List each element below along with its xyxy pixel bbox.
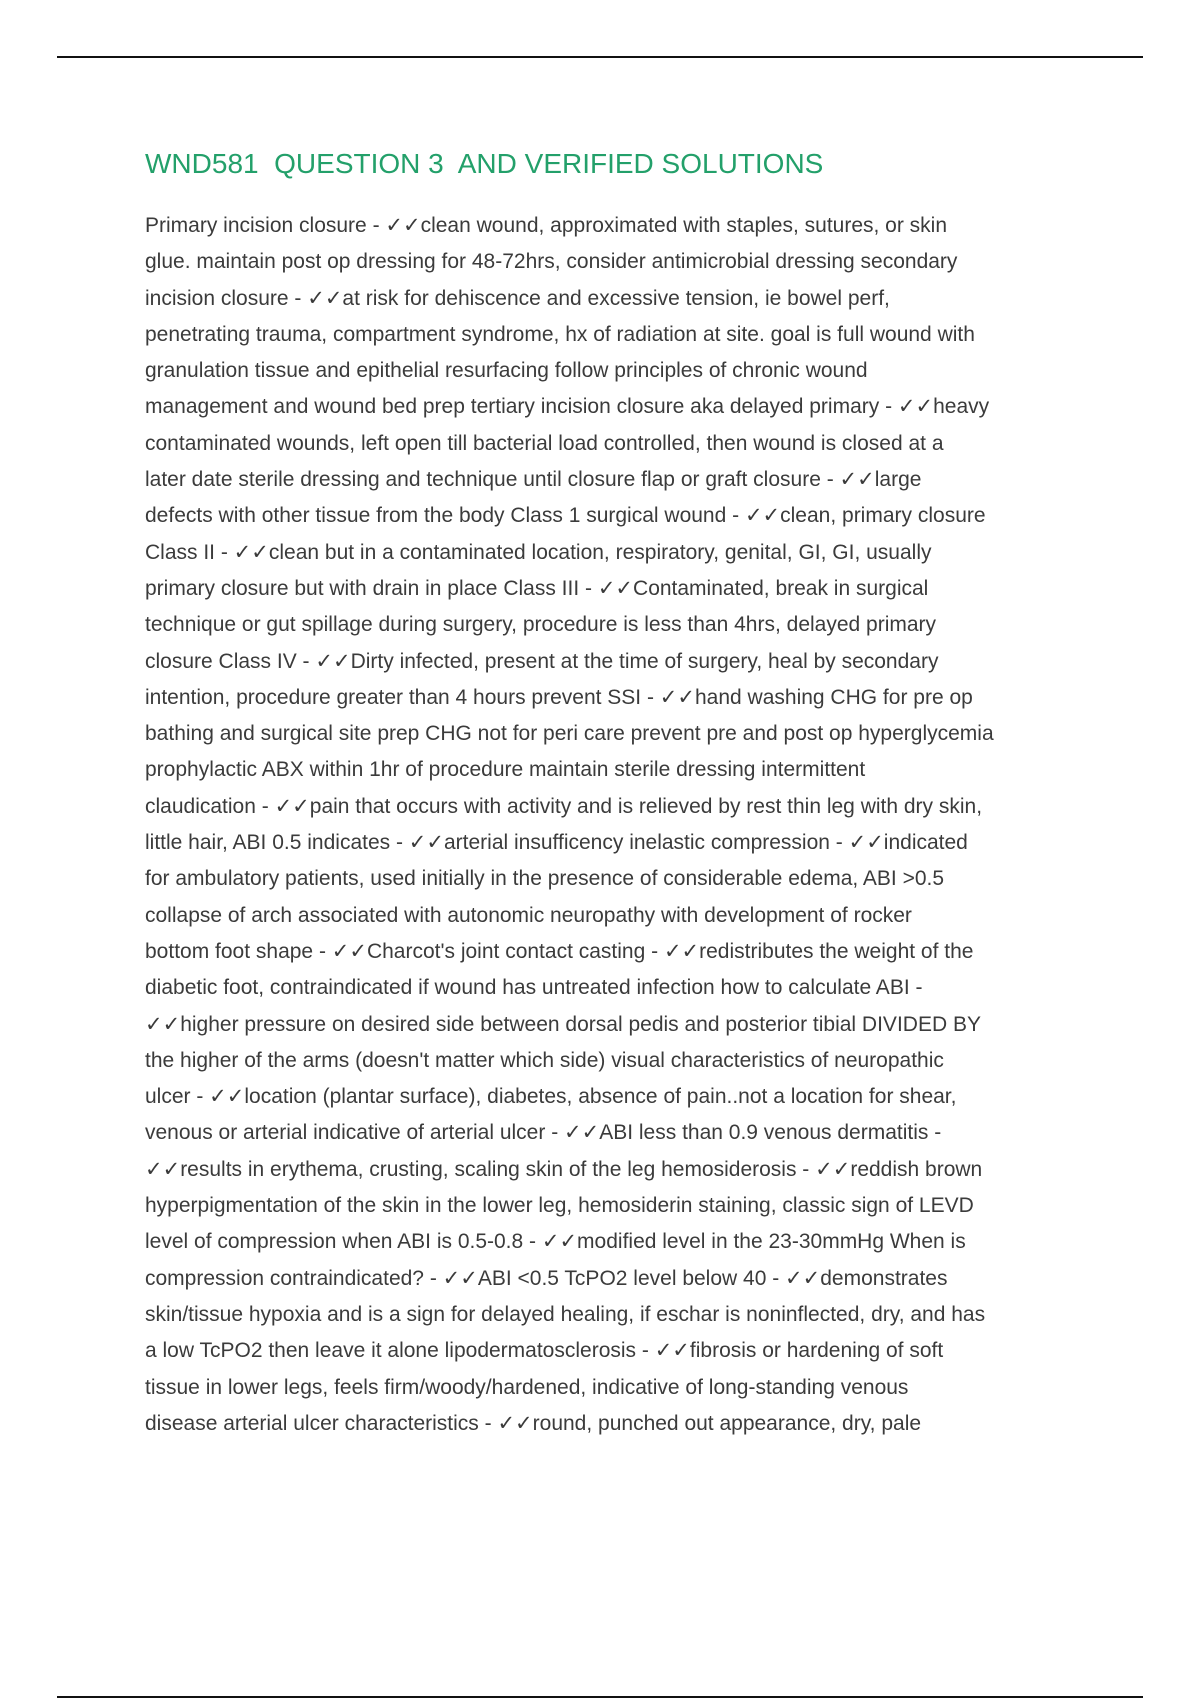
body-text-line: venous or arterial indicative of arterial ulcer - ✓✓ABI less than 0.9 venous dermatitis - — [145, 1121, 942, 1145]
document-body — [145, 208, 1090, 1442]
body-text-line: skin/tissue hypoxia and is a sign for delayed healing, if eschar is noninflected, dry, and has — [145, 1302, 986, 1326]
body-text-line: little hair, ABI 0.5 indicates - ✓✓arterial insufficency inelastic compression - ✓✓indicated — [145, 831, 968, 855]
body-text-line: claudication - ✓✓pain that occurs with activity and is relieved by rest thin leg with dry skin, — [145, 794, 983, 818]
body-text-line: tissue in lower legs, feels firm/woody/hardened, indicative of long-standing venous — [145, 1375, 909, 1399]
body-text-line: management and wound bed prep tertiary incision closure aka delayed primary - ✓✓heavy — [145, 395, 990, 419]
top-rule — [57, 56, 1143, 58]
body-text-line: penetrating trauma, compartment syndrome, hx of radiation at site. goal is full wound with — [145, 322, 975, 346]
body-text-line: bottom foot shape - ✓✓Charcot's joint contact casting - ✓✓redistributes the weight of the — [145, 939, 974, 963]
body-text-line: disease arterial ulcer characteristics - ✓✓round, punched out appearance, dry, pale — [145, 1411, 922, 1435]
body-text-line: closure Class IV - ✓✓Dirty infected, present at the time of surgery, heal by secondary — [145, 649, 939, 673]
body-text-line: the higher of the arms (doesn't matter which side) visual characteristics of neuropathic — [145, 1048, 944, 1072]
body-text-line: granulation tissue and epithelial resurfacing follow principles of chronic wound — [145, 359, 868, 383]
body-text-line: hyperpigmentation of the skin in the lower leg, hemosiderin staining, classic sign of LEVD — [145, 1194, 974, 1218]
body-text-line: collapse of arch associated with autonomic neuropathy with development of rocker — [145, 903, 912, 927]
body-text-line: intention, procedure greater than 4 hours prevent SSI - ✓✓hand washing CHG for pre op — [145, 685, 973, 709]
body-text-line: technique or gut spillage during surgery, procedure is less than 4hrs, delayed primary — [145, 613, 937, 637]
body-text-line: later date sterile dressing and technique until closure flap or graft closure - ✓✓large — [145, 468, 922, 492]
body-text-line: a low TcPO2 then leave it alone lipodermatosclerosis - ✓✓fibrosis or hardening of soft — [145, 1339, 944, 1363]
body-text-line: incision closure - ✓✓at risk for dehiscence and excessive tension, ie bowel perf, — [145, 286, 890, 310]
body-text-line: level of compression when ABI is 0.5-0.8 - ✓✓modified level in the 23-30mmHg When is — [145, 1230, 966, 1254]
body-text-line: Primary incision closure - ✓✓clean wound, approximated with staples, sutures, or skin — [145, 214, 948, 237]
body-text-line: bathing and surgical site prep CHG not for peri care prevent pre and post op hyperglycemia — [145, 722, 994, 746]
body-text-line: diabetic foot, contraindicated if wound has untreated infection how to calculate ABI - — [145, 976, 923, 1000]
body-text-line: Class II - ✓✓clean but in a contaminated location, respiratory, genital, GI, GI, usually — [145, 540, 932, 564]
body-text-line: glue. maintain post op dressing for 48-72hrs, consider antimicrobial dressing secondary — [145, 250, 958, 274]
bottom-rule — [57, 1696, 1143, 1698]
body-text-line: ulcer - ✓✓location (plantar surface), diabetes, absence of pain..not a location for shear, — [145, 1085, 957, 1109]
page-title: WND581 QUESTION 3 AND VERIFIED SOLUTIONS — [145, 148, 824, 179]
body-text-line: for ambulatory patients, used initially in the presence of considerable edema, ABI >0.5 — [145, 867, 945, 891]
body-text-line: primary closure but with drain in place Class III - ✓✓Contaminated, break in surgical — [145, 576, 929, 600]
body-text-line: defects with other tissue from the body Class 1 surgical wound - ✓✓clean, primary closure — [145, 504, 986, 528]
body-text-line: contaminated wounds, left open till bacterial load controlled, then wound is closed at a — [145, 431, 944, 455]
body-text-line: ✓✓higher pressure on desired side between dorsal pedis and posterior tibial DIVIDED BY — [145, 1012, 981, 1036]
body-text-line: ✓✓results in erythema, crusting, scaling skin of the leg hemosiderosis - ✓✓reddish brown — [145, 1157, 983, 1181]
body-text-line: prophylactic ABX within 1hr of procedure maintain sterile dressing intermittent — [145, 758, 866, 782]
body-text-line: compression contraindicated? - ✓✓ABI <0.5 TcPO2 level below 40 - ✓✓demonstrates — [145, 1266, 948, 1290]
